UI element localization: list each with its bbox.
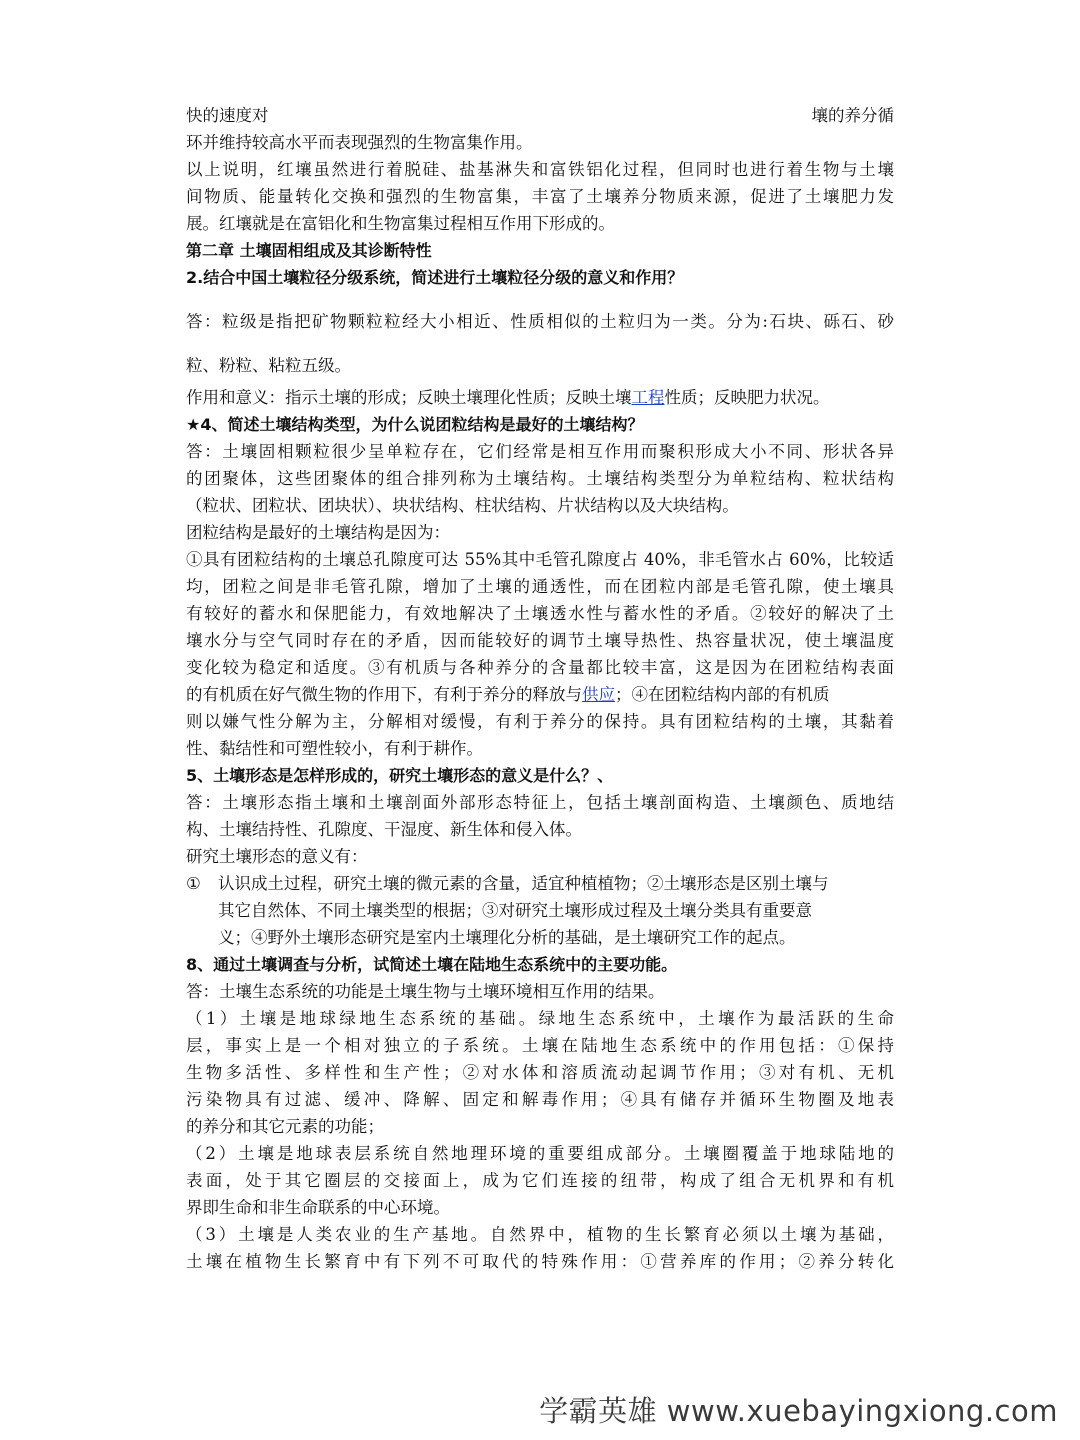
list-item [186,870,894,897]
text-line [186,102,894,129]
text-line: 答：土壤固相颗粒很少呈单粒存在，它们经常是相互作用而聚积形成大小不同、形状各异 [186,442,894,461]
text-line: 环并维持较高水平而表现强烈的生物富集作用。 [186,133,533,152]
question-heading: ★4、简述土壤结构类型，为什么说团粒结构是最好的土壤结构？ [186,415,644,434]
text-line: 的团聚体，这些团聚体的组合排列称为土壤结构。土壤结构类型分为单粒结构、粒状结构 [186,469,894,488]
text-line: （粒状、团粒状、团块状）、块状结构、柱状结构、片状结构以及大块结构。 [186,496,739,515]
text-line: 土壤在植物生长繁育中有下列不可取代的特殊作用：①营养库的作用；②养分转化 [186,1252,894,1271]
text-line: 污染物具有过滤、缓冲、降解、固定和解毒作用；④具有储存并循环生物圈及地表 [186,1090,894,1109]
site-watermark: 学霸英雄 www.xuebayingxiong.com [539,1394,1058,1428]
text-fragment: 作用和意义：指示土壤的形成；反映土壤理化性质；反映土壤 [186,388,632,407]
document-body [186,102,894,1275]
text-line: 变化较为稳定和适度。③有机质与各种养分的含量都比较丰富，这是因为在团粒结构表面 [186,658,894,677]
list-marker: ① [186,874,201,893]
text-line: （3）土壤是人类农业的生产基地。自然界中，植物的生长繁育必须以土壤为基础， [186,1225,894,1244]
text-fragment: 的有机质在好气微生物的作用下，有利于养分的释放与 [186,685,582,704]
text-line: 层，事实上是一个相对独立的子系统。土壤在陆地生态系统中的作用包括：①保持 [186,1036,894,1055]
text-line: 团粒结构是最好的土壤结构是因为： [186,523,450,542]
text-fragment: 壤的养分循 [811,106,894,125]
text-line: 则以嫌气性分解为主，分解相对缓慢，有利于养分的保持。具有团粒结构的土壤，其黏着 [186,712,894,731]
text-line [186,681,894,708]
text-fragment: 快的速度对 [186,106,269,125]
text-line: 研究土壤形态的意义有： [186,847,368,866]
text-line: 的养分和其它元素的功能； [186,1117,384,1136]
text-line: 生物多活性、多样性和生产性；②对水体和溶质流动起调节作用；③对有机、无机 [186,1063,894,1082]
text-line: （1）土壤是地球绿地生态系统的基础。绿地生态系统中，土壤作为最活跃的生命 [186,1009,894,1028]
text-line: 有较好的蓄水和保肥能力，有效地解决了土壤透水性与蓄水性的矛盾。②较好的解决了土 [186,604,894,623]
text-line: （2）土壤是地球表层系统自然地理环境的重要组成部分。土壤圈覆盖于地球陆地的 [186,1144,894,1163]
text-line: ①具有团粒结构的土壤总孔隙度可达 55%其中毛管孔隙度占 40%，非毛管水占 60%，比较适 [186,550,894,569]
text-line: 间物质、能量转化交换和强烈的生物富集，丰富了土壤养分物质来源，促进了土壤肥力发 [186,187,894,206]
text-line [186,384,894,411]
engineering-link[interactable]: 工程 [631,388,665,407]
supply-link[interactable]: 供应 [582,685,615,704]
text-line: 壤水分与空气同时存在的矛盾，因而能较好的调节土壤导热性、热容量状况，使土壤温度 [186,631,894,650]
text-line: 义；④野外土壤形态研究是室内土壤理化分析的基础，是土壤研究工作的起点。 [218,928,796,947]
chapter-heading: 第二章 土壤固相组成及其诊断特性 [186,241,432,260]
question-heading: 8、通过土壤调查与分析，试简述土壤在陆地生态系统中的主要功能。 [186,955,678,974]
text-line: 以上说明，红壤虽然进行着脱硅、盐基淋失和富铁铝化过程，但同时也进行着生物与土壤 [186,160,894,179]
text-line: 粒、粉粒、粘粒五级。 [186,356,351,375]
text-line: 均，团粒之间是非毛管孔隙，增加了土壤的通透性，而在团粒内部是毛管孔隙，使土壤具 [186,577,894,596]
text-line: 答：土壤生态系统的功能是土壤生物与土壤环境相互作用的结果。 [186,982,665,1001]
text-line: 展。红壤就是在富铝化和生物富集过程相互作用下形成的。 [186,214,615,233]
question-heading: 5、土壤形态是怎样形成的，研究土壤形态的意义是什么？、 [186,766,614,785]
text-fragment: 性质；反映肥力状况。 [664,388,830,407]
text-line: 表面，处于其它圈层的交接面上，成为它们连接的纽带，构成了组合无机界和有机 [186,1171,894,1190]
text-fragment: ；④在团粒结构内部的有机质 [615,685,830,704]
text-fragment: 认识成土过程，研究土壤的微元素的含量，适宜种植植物；②土壤形态是区别土壤与 [218,874,829,893]
text-line: 性、黏结性和可塑性较小，有利于耕作。 [186,739,483,758]
text-line: 构、土壤结持性、孔隙度、干湿度、新生体和侵入体。 [186,820,582,839]
question-heading: 2.结合中国土壤粒径分级系统，简述进行土壤粒径分级的意义和作用？ [186,268,684,287]
text-line: 界即生命和非生命联系的中心环境。 [186,1198,450,1217]
text-line: 答：土壤形态指土壤和土壤剖面外部形态特征上，包括土壤剖面构造、土壤颜色、质地结 [186,793,894,812]
text-line: 其它自然体、不同土壤类型的根据；③对研究土壤形成过程及土壤分类具有重要意 [218,901,812,920]
text-line: 答：粒级是指把矿物颗粒粒经大小相近、性质相似的土粒归为一类。分为:石块、砾石、砂 [186,312,894,331]
